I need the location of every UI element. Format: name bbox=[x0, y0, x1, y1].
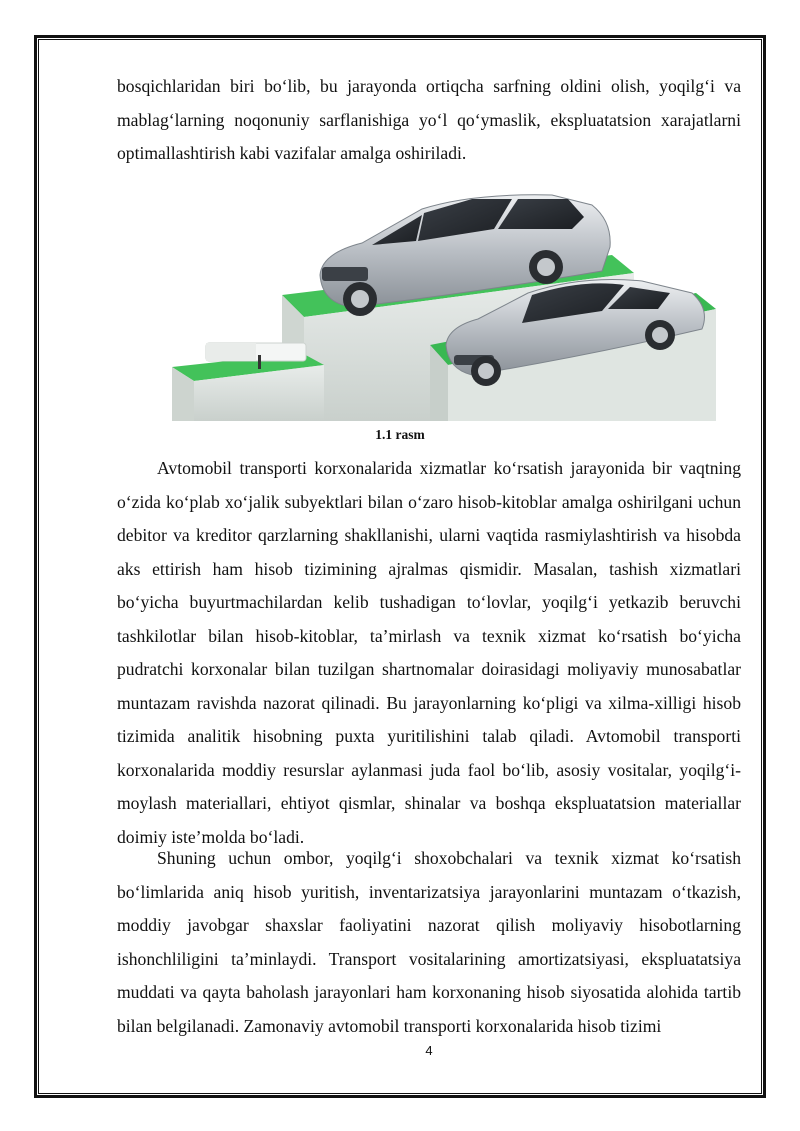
figure-caption: 1.1 rasm bbox=[375, 427, 425, 442]
podium-left bbox=[172, 343, 324, 421]
paragraph-1: bosqichlaridan biri bo‘lib, bu jarayonda ortiqcha sarfning oldini olish, yoqilg‘i va mablag‘larning noqonuniy sarflanishiga yo‘l qo‘ymaslik, ekspluatatsion xarajatlarni optimallashtirish kabi vazifalar amalga oshiriladi. bbox=[117, 76, 741, 163]
page-number: 4 bbox=[425, 1043, 433, 1058]
paragraph-2: Avtomobil transporti korxonalarida xizmatlar ko‘rsatish jarayonida bir vaqtning o‘zida ko‘plab xo‘jalik subyektlari bilan o‘zaro hisob-kitoblar amalga oshirilgani uchun debitor va kreditor qarzlarning shakllanishi, ularni vaqtida rasmiylashtirish va hisobda aks ettirish ham hisob tizimining ajralmas qismidir. Masalan, tashish xizmatlari bo‘yicha buyurtmachilardan kelib tushadigan to‘lovlar, yoqilg‘i yetkazib beruvchi tashkilotlar bilan hisob-kitoblar, ta’mirlash va texnik xizmat ko‘rsatish bo‘yicha pudratchi korxonalar bilan tuzilgan shartnomalar doirasidagi moliyaviy munosabatlar muntazam ravishda nazorat qilinadi. Bu jarayonlarning ko‘pligi va xilma-xilligi hisob tizimida analitik hisobning puxta yuritilishini talab qiladi. Avtomobil transporti korxonalarida moddiy resurslar aylanmasi juda faol bo‘lib, asosiy vositalar, yoqilg‘i-moylash materiallari, ehtiyot qismlar, shinalar va boshqa ekspluatatsion materiallar doimiy iste’molda bo‘ladi. bbox=[117, 458, 741, 847]
paragraph-3: Shuning uchun ombor, yoqilg‘i shoxobchalari va texnik xizmat ko‘rsatish bo‘limlarida aniq hisob yuritish, inventarizatsiya jarayonlarini muntazam o‘tkazish, moddiy javobgar shaxslar faoliyatini nazorat qilish moliyaviy hisobotlarning ishonchliligini ta’minlaydi. Transport vositalarining amortizatsiyasi, ekspluatatsiya muddati va qayta baholash jarayonlari ham korxonaning hisob siyosatida alohida tartib bilan belgilanadi. Zamonaviy avtomobil transporti korxonalarida hisob tizimi bbox=[117, 848, 741, 1036]
figure-cars-illustration bbox=[172, 175, 716, 421]
